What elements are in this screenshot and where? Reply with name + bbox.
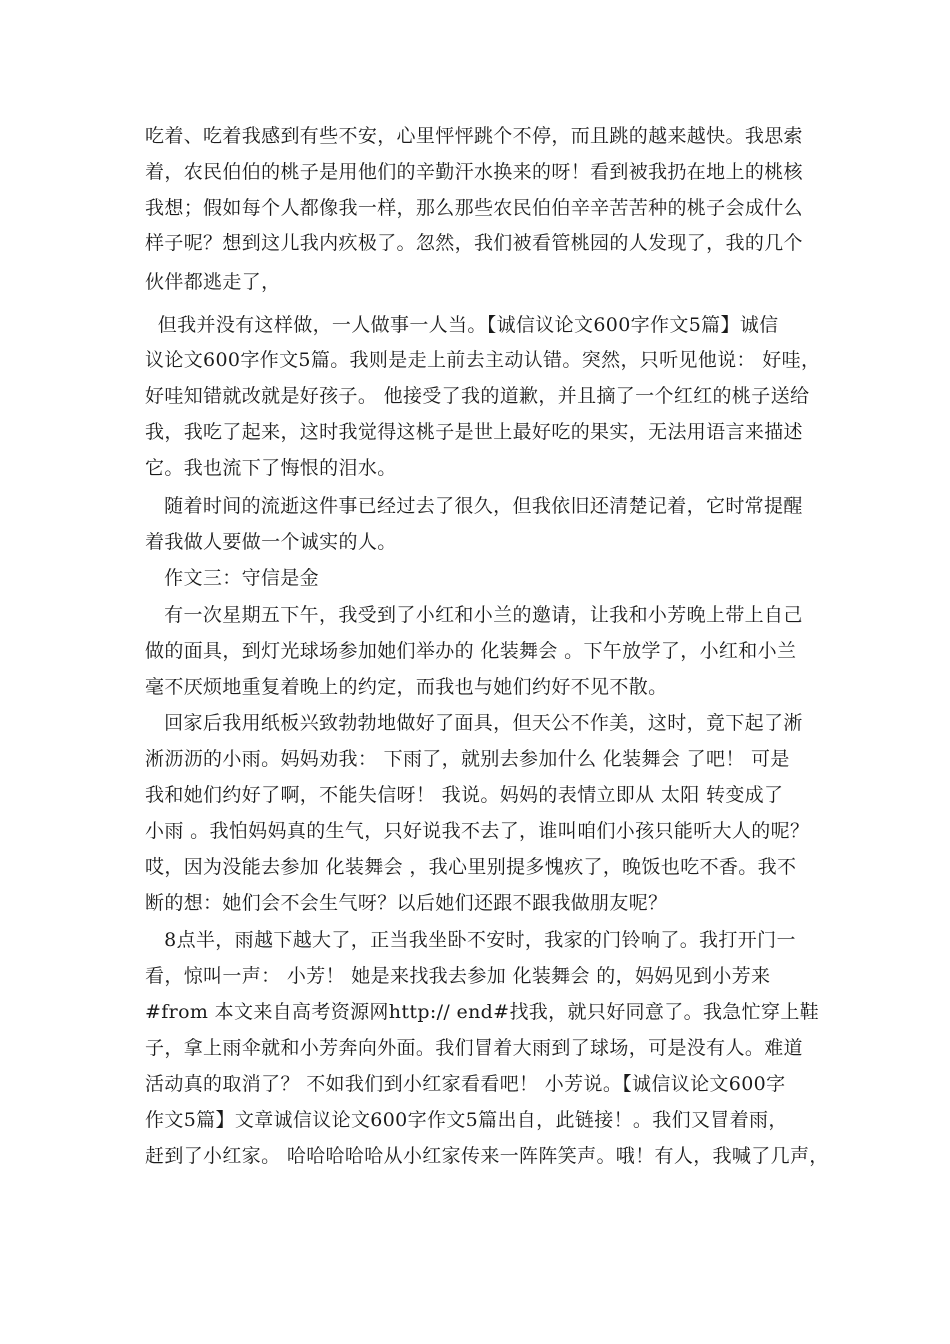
text-line: 我和她们约好了啊，不能失信呀！ 我说。妈妈的表情立即从 太阳 转变成了 [145, 784, 784, 806]
text-line: 着我做人要做一个诚实的人。 [145, 531, 397, 553]
text-line: 赶到了小红家。 哈哈哈哈哈从小红家传来一阵阵笑声。哦！有人，我喊了几声， [145, 1145, 829, 1167]
text-line: 8点半，雨越下越大了，正当我坐卧不安时，我家的门铃响了。我打开门一 [145, 929, 796, 951]
text-line: 样子呢？想到这儿我内疚极了。忽然，我们被看管桃园的人发现了，我的几个 [145, 232, 803, 254]
text-line: 有一次星期五下午，我受到了小红和小兰的邀请，让我和小芳晚上带上自己 [145, 604, 803, 626]
text-line: 淅沥沥的小雨。妈妈劝我： 下雨了，就别去参加什么 化装舞会 了吧！ 可是 [145, 748, 790, 770]
text-line: 伙伴都逃走了， [145, 271, 281, 293]
text-line: 活动真的取消了？ 不如我们到小红家看看吧！ 小芳说。【诚信议论文600字 [145, 1073, 786, 1095]
text-line: 断的想：她们会不会生气呀？以后她们还跟不跟我做朋友呢？ [145, 892, 668, 914]
text-line: 毫不厌烦地重复着晚上的约定，而我也与她们约好不见不散。 [145, 676, 668, 698]
text-line: 哎，因为没能去参加 化装舞会 ，我心里别提多愧疚了，晚饭也吃不香。我不 [145, 856, 797, 878]
text-line: 做的面具，到灯光球场参加她们举办的 化装舞会 。下午放学了，小红和小兰 [145, 640, 797, 662]
text-line: 子，拿上雨伞就和小芳奔向外面。我们冒着大雨到了球场，可是没有人。难道 [145, 1037, 803, 1059]
section-heading: 作文三：守信是金 [145, 567, 319, 589]
text-line: 但我并没有这样做，一人做事一人当。【诚信议论文600字作文5篇】诚信 [145, 314, 779, 336]
text-line: 我想；假如每个人都像我一样，那么那些农民伯伯辛辛苦苦种的桃子会成什么 [145, 197, 803, 219]
text-line: 随着时间的流逝这件事已经过去了很久，但我依旧还清楚记着，它时常提醒 [145, 495, 803, 517]
text-line: 吃着、吃着我感到有些不安，心里怦怦跳个不停，而且跳的越来越快。我思索 [145, 125, 803, 147]
text-line: #from 本文来自高考资源网http:// end#找我，就只好同意了。我急忙穿上鞋 [145, 1001, 820, 1023]
text-line: 着，农民伯伯的桃子是用他们的辛勤汗水换来的呀！看到被我扔在地上的桃核 [145, 161, 803, 183]
text-line: 作文5篇】文章诚信议论文600字作文5篇出自，此链接！。我们又冒着雨， [145, 1109, 788, 1131]
text-line: 我，我吃了起来，这时我觉得这桃子是世上最好吃的果实，无法用语言来描述 [145, 421, 803, 443]
text-line: 它。我也流下了悔恨的泪水。 [145, 457, 397, 479]
text-line: 小雨 。我怕妈妈真的生气，只好说我不去了，谁叫咱们小孩只能听大人的呢？ [145, 820, 810, 842]
text-line: 好哇知错就改就是好孩子。 他接受了我的道歉，并且摘了一个红红的桃子送给 [145, 385, 810, 407]
text-line: 看，惊叫一声： 小芳！ 她是来找我去参加 化装舞会 的，妈妈见到小芳来 [145, 965, 771, 987]
text-line: 议论文600字作文5篇。我则是走上前去主动认错。突然，只听见他说： 好哇， [145, 349, 821, 371]
text-line: 回家后我用纸板兴致勃勃地做好了面具，但天公不作美，这时，竟下起了淅 [145, 712, 803, 734]
